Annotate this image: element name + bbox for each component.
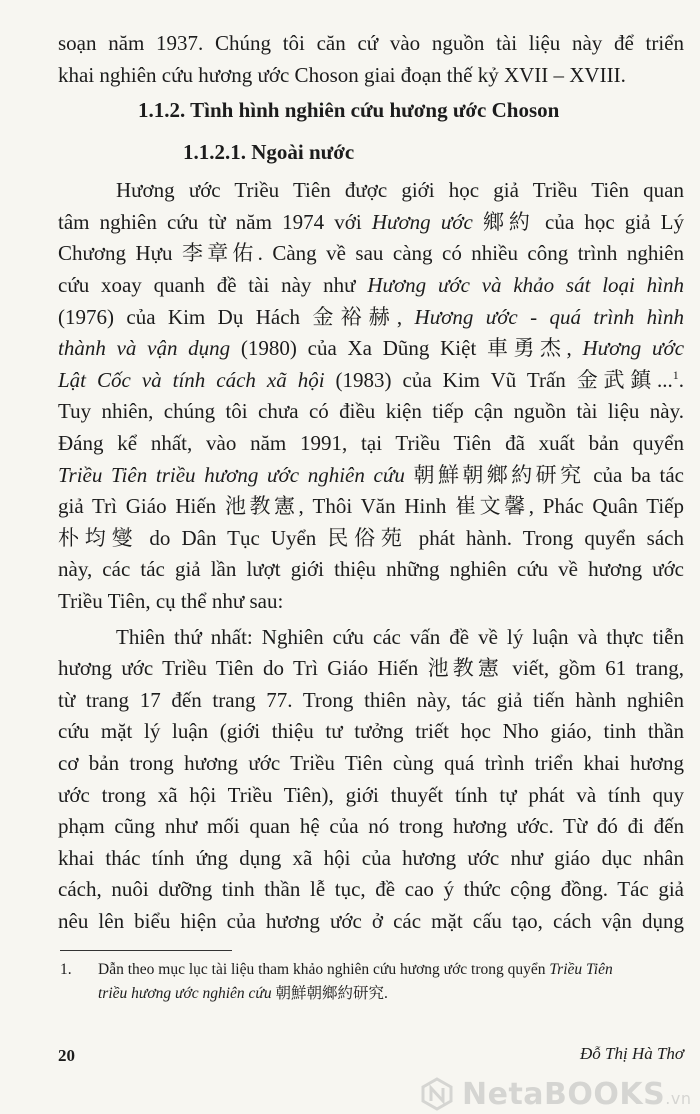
- body-line: soạn năm 1937. Chúng tôi căn cứ vào nguồn tài liệu này để triển: [58, 31, 684, 55]
- subsection-heading: 1.1.2.1. Ngoài nước: [183, 140, 355, 165]
- body-line: [58, 460, 684, 491]
- body-line: Chương Hựu 李章佑. Càng về sau càng có nhiều công trình nghiên: [58, 241, 684, 266]
- text-span: (1976) của Kim Dụ Hách 金裕赫,: [58, 304, 415, 329]
- body-line: cơ bản trong hương ước Triều Tiên cùng quá trình triển khai hương: [58, 751, 684, 775]
- body-line: phạm cũng như mối quan hệ của nó trong hương ước. Từ đó đi đến: [58, 814, 684, 839]
- text-span: cứu xoay quanh đề tài này như: [58, 273, 368, 297]
- body-line: nêu lên biểu hiện của hương ước ở các mặt cấu tạo, cách vận dụng: [58, 909, 684, 933]
- body-line: này, các tác giả lần lượt giới thiệu những nghiên cứu về hương ước: [58, 557, 684, 582]
- book-title: Lật Cốc và tính cách xã hội: [58, 367, 325, 392]
- book-title: Triều Tiên: [549, 960, 613, 978]
- watermark: [420, 1074, 700, 1114]
- text-span: 鄉約 của học giả Lý: [472, 209, 684, 234]
- footnote-line: [98, 982, 684, 1006]
- body-line: cứu mặt lý luận (giới thiệu tư tưởng triết học Nho giáo, tinh thần: [58, 719, 684, 744]
- text-span: (1980) của Xa Dũng Kiệt 車勇杰,: [230, 336, 583, 361]
- watermark-suffix: .vn: [665, 1088, 692, 1108]
- text-span: tâm nghiên cứu từ năm 1974 với: [58, 209, 372, 234]
- body-line: giả Trì Giáo Hiến 池教憲, Thôi Văn Hinh 崔文馨, Phác Quân Tiếp: [58, 494, 684, 519]
- footnote-number: 1.: [60, 960, 72, 978]
- footnote-line: [60, 958, 684, 982]
- body-line: 朴均燮 do Dân Tục Uyển 民俗苑 phát hành. Trong quyển sách: [58, 525, 684, 550]
- text-span: .: [678, 367, 684, 392]
- body-line: khai nghiên cứu hương ước Choson giai đoạn thế kỷ XVII – XVIII.: [58, 62, 626, 87]
- body-line: từ trang 17 đến trang 77. Trong thiên này, tác giả tiến hành nghiên: [58, 687, 684, 712]
- body-line: Hương ước Triều Tiên được giới học giả Triều Tiên quan: [116, 178, 684, 203]
- footnote-separator: [60, 950, 232, 951]
- body-line: [58, 302, 684, 333]
- page-number: 20: [58, 1046, 75, 1065]
- body-line: cách, nuôi dưỡng tinh thần lễ tục, đề cao ý thức cộng đồng. Tác giả: [58, 877, 684, 902]
- text-span: Dẫn theo mục lục tài liệu tham khảo nghiên cứu hương ước trong quyển: [98, 960, 550, 978]
- book-title: Hương ước: [371, 209, 473, 234]
- body-line: Đáng kể nhất, vào năm 1991, tại Triều Tiên đã xuất bản quyển: [58, 431, 684, 455]
- book-title: thành và vận dụng: [58, 336, 231, 361]
- text-span: (1983) của Kim Vũ Trấn 金武鎮...: [324, 367, 673, 392]
- body-line: Triều Tiên, cụ thể như sau:: [58, 589, 284, 613]
- body-line: [58, 207, 684, 238]
- book-title: Hương ước - quá trình hình: [414, 304, 685, 329]
- body-line: ước trong xã hội Triều Tiên), giới thuyết tính tự phát và tính quy: [58, 782, 684, 807]
- section-heading: 1.1.2. Tình hình nghiên cứu hương ước Choson: [138, 98, 560, 123]
- book-title: Hương ước: [582, 336, 685, 361]
- text-span: 朝鮮朝鄉約研究 của ba tác: [404, 462, 684, 487]
- body-line: Thiên thứ nhất: Nghiên cứu các vấn đề về lý luận và thực tiễn: [116, 624, 684, 649]
- text-span: 朝鮮朝鄉約研究.: [271, 984, 388, 1002]
- n-logo-icon: [420, 1077, 454, 1111]
- body-line: khai thác tính ứng dụng xã hội của hương ước như giáo dục nhân: [58, 845, 684, 870]
- author-name: Đỗ Thị Hà Thơ: [580, 1044, 685, 1063]
- book-title: Hương ước và khảo sát loại hình: [367, 273, 684, 297]
- book-title: Triều Tiên triều hương ước nghiên cứu: [58, 462, 405, 487]
- body-line: [58, 270, 684, 301]
- body-line: Tuy nhiên, chúng tôi chưa có điều kiện tiếp cận nguồn tài liệu này.: [58, 399, 684, 424]
- body-line: [58, 333, 684, 364]
- watermark-text: [462, 1077, 691, 1112]
- book-title: triều hương ước nghiên cứu: [98, 984, 272, 1002]
- body-line: [58, 365, 684, 396]
- footnote-ref[interactable]: 1: [672, 367, 679, 382]
- watermark-brand: NetaBOOKS: [462, 1076, 666, 1112]
- body-line: hương ước Triều Tiên do Trì Giáo Hiến 池教憲 viết, gồm 61 trang,: [58, 656, 684, 681]
